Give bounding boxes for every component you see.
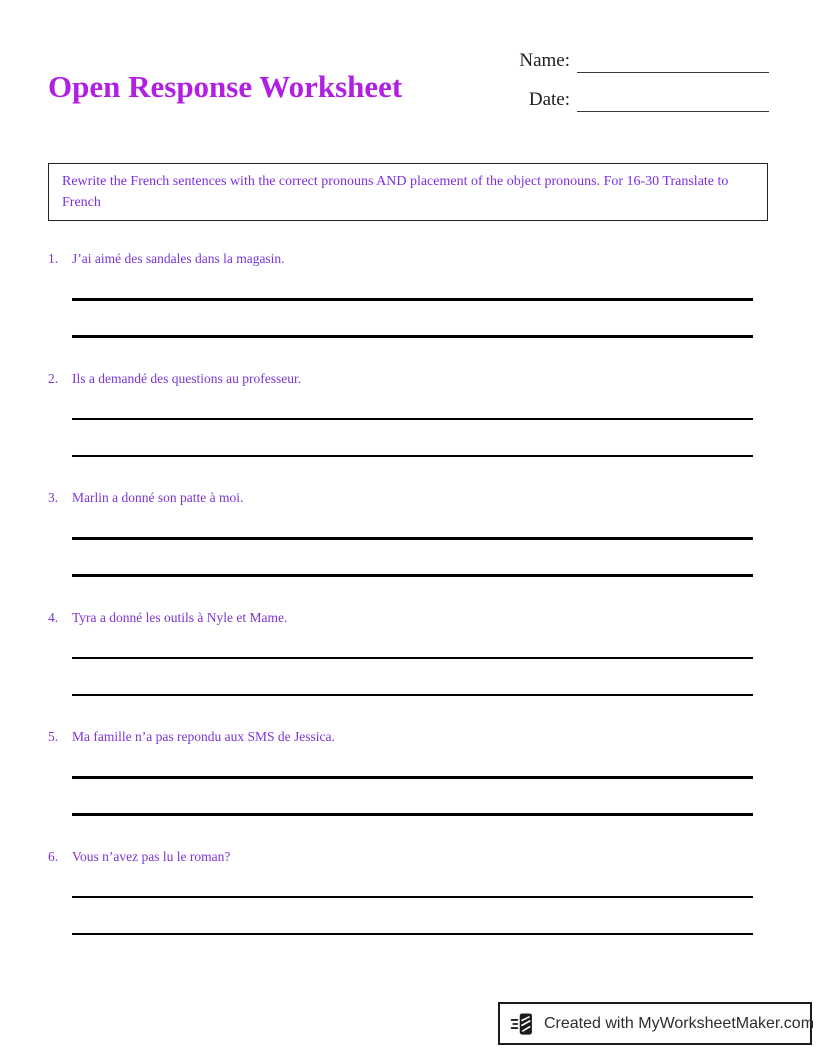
question-row: [48, 250, 753, 268]
answer-blank-line: [72, 455, 753, 458]
question-number: 4.: [48, 609, 59, 625]
date-field-row: [509, 87, 769, 112]
answer-blank-line: [72, 298, 753, 301]
question-text: Tyra a donné les outils à Nyle et Mame.: [72, 609, 288, 625]
worksheetmaker-logo-icon: [510, 1011, 536, 1037]
answer-blank-line: [72, 933, 753, 936]
question-block: [48, 370, 753, 490]
date-label: Date:: [528, 89, 570, 110]
question-row: [48, 728, 753, 746]
header-fields: [509, 48, 769, 126]
question-block: [48, 609, 753, 729]
answer-blank-line: [72, 335, 753, 338]
answer-blank-line: [72, 418, 753, 421]
question-row: [48, 489, 753, 507]
answer-blank-line: [72, 896, 753, 899]
answer-blank-line: [72, 813, 753, 816]
question-number: 2.: [48, 370, 59, 386]
question-block: [48, 250, 753, 370]
question-text: Ils a demandé des questions au professeur.: [72, 370, 302, 386]
question-number: 5.: [48, 729, 59, 744]
credit-text: Created with MyWorksheetMaker.com: [544, 1014, 815, 1032]
question-row: [48, 848, 753, 866]
answer-blank-line: [72, 694, 753, 697]
question-list: [48, 250, 753, 967]
question-number: 1.: [48, 251, 59, 266]
name-blank-line: [577, 48, 769, 73]
question-block: [48, 728, 753, 848]
question-row: [48, 370, 753, 388]
name-label: Name:: [519, 50, 570, 71]
credit-badge: [498, 1002, 815, 1045]
answer-blank-line: [72, 537, 753, 540]
question-row: [48, 609, 753, 627]
question-text: Marlin a donné son patte à moi.: [72, 490, 244, 505]
question-text: Vous n’avez pas lu le roman?: [72, 848, 231, 864]
instructions-text: Rewrite the French sentences with the correct pronouns AND placement of the object pronouns. For 16-30 Translate to French: [62, 174, 729, 210]
page-title: Open Response Worksheet: [48, 68, 403, 104]
question-number: 3.: [48, 490, 59, 505]
question-block: [48, 848, 753, 968]
answer-blank-line: [72, 657, 753, 660]
answer-blank-line: [72, 776, 753, 779]
instructions-box: [48, 163, 768, 221]
answer-blank-line: [72, 574, 753, 577]
question-text: Ma famille n’a pas repondu aux SMS de Jessica.: [72, 729, 335, 744]
date-blank-line: [577, 87, 769, 112]
question-block: [48, 489, 753, 609]
name-field-row: [509, 48, 769, 73]
question-text: J’ai aimé des sandales dans la magasin.: [72, 251, 285, 266]
question-number: 6.: [48, 848, 59, 864]
